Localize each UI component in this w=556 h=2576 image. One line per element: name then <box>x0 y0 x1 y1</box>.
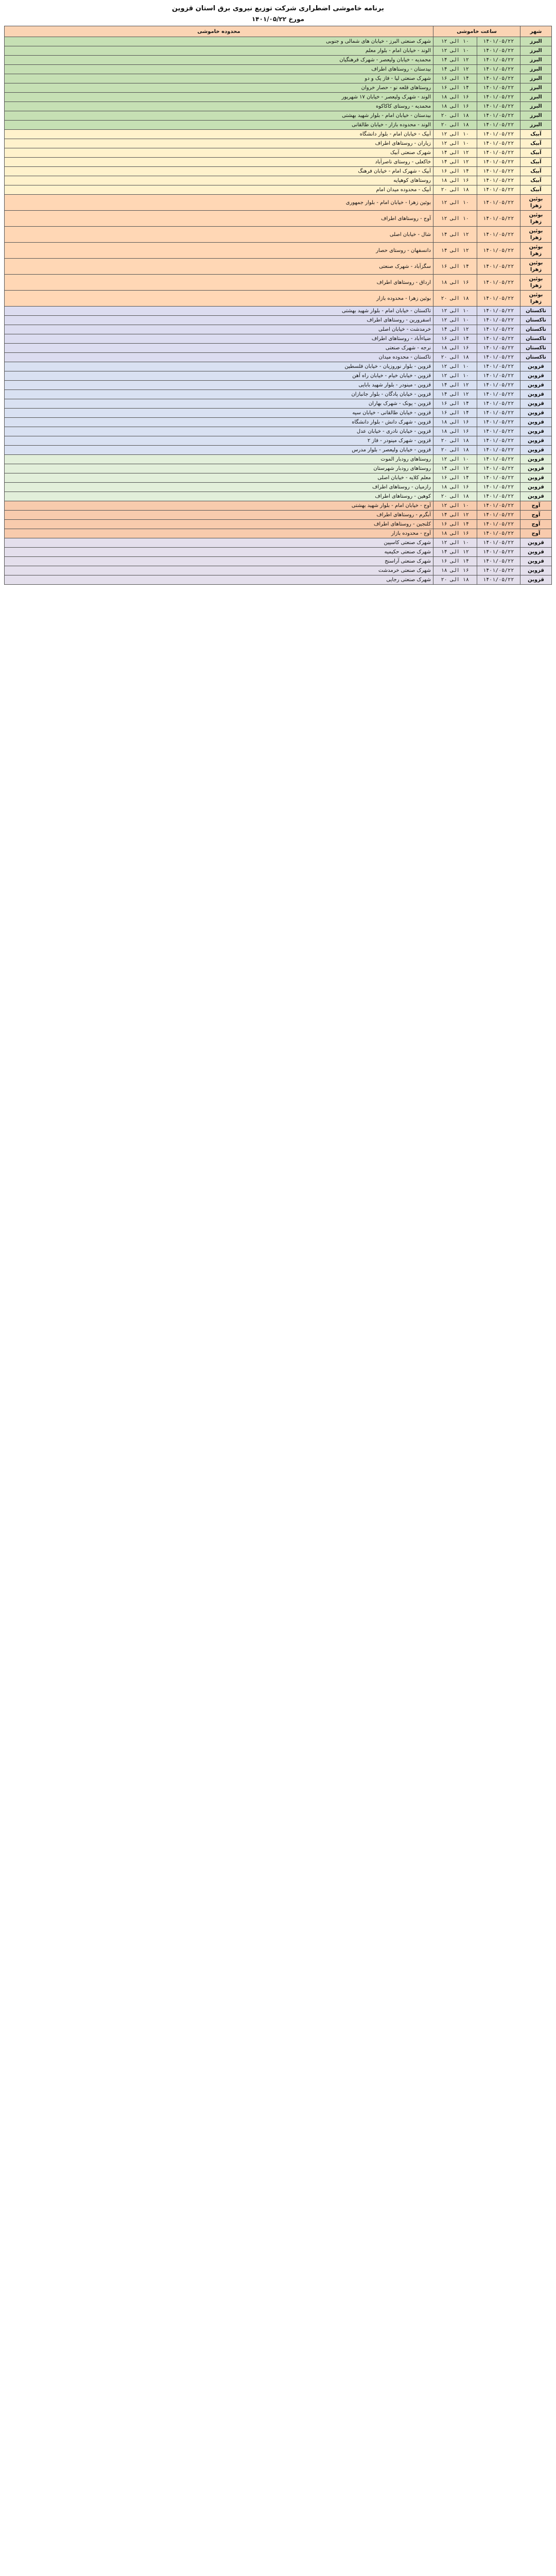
cell-time: ۱۸ الی ۲۰ <box>433 575 477 585</box>
cell-time: ۱۸ الی ۲۰ <box>433 492 477 501</box>
cell-area: روستاهای رودبار الموت <box>5 455 433 464</box>
cell-area: معلم کلایه - خیابان اصلی <box>5 473 433 483</box>
cell-time: ۱۰ الی ۱۲ <box>433 501 477 511</box>
cell-date: ۱۴۰۱/۰۵/۲۲ <box>477 446 520 455</box>
cell-date: ۱۴۰۱/۰۵/۲۲ <box>477 548 520 557</box>
cell-time: ۱۶ الی ۱۸ <box>433 176 477 185</box>
table-row <box>5 492 552 501</box>
cell-county: آبیک <box>520 167 552 176</box>
cell-time: ۱۴ الی ۱۶ <box>433 83 477 93</box>
cell-area: شهرک صنعتی آبیک <box>5 148 433 158</box>
cell-time: ۱۰ الی ۱۲ <box>433 316 477 325</box>
cell-time: ۱۸ الی ۲۰ <box>433 436 477 446</box>
cell-area: محمدیه - روستای کاکاکوه <box>5 102 433 111</box>
page-title: برنامه خاموشی اضطراری شرکت توزیع نیروی برق استان قزوین <box>172 5 384 12</box>
table-row <box>5 334 552 344</box>
cell-time: ۱۲ الی ۱۴ <box>433 381 477 390</box>
cell-county: قزوین <box>520 548 552 557</box>
cell-time: ۱۰ الی ۱۲ <box>433 37 477 46</box>
cell-time: ۱۸ الی ۲۰ <box>433 121 477 130</box>
cell-county: آبیک <box>520 185 552 195</box>
table-row <box>5 436 552 446</box>
table-row <box>5 74 552 83</box>
table-row <box>5 575 552 585</box>
cell-county: قزوین <box>520 455 552 464</box>
cell-date: ۱۴۰۱/۰۵/۲۲ <box>477 501 520 511</box>
cell-date: ۱۴۰۱/۰۵/۲۲ <box>477 409 520 418</box>
table-row <box>5 529 552 538</box>
cell-date: ۱۴۰۱/۰۵/۲۲ <box>477 167 520 176</box>
cell-time: ۱۶ الی ۱۸ <box>433 102 477 111</box>
cell-date: ۱۴۰۱/۰۵/۲۲ <box>477 316 520 325</box>
cell-date: ۱۴۰۱/۰۵/۲۲ <box>477 56 520 65</box>
cell-area: شهرک صنعتی لیا - فاز یک و دو <box>5 74 433 83</box>
table-row <box>5 56 552 65</box>
cell-date: ۱۴۰۱/۰۵/۲۲ <box>477 455 520 464</box>
cell-time: ۱۴ الی ۱۶ <box>433 399 477 409</box>
cell-date: ۱۴۰۱/۰۵/۲۲ <box>477 427 520 436</box>
cell-area: آبیک - شهرک امام - خیابان فرهنگ <box>5 167 433 176</box>
cell-time: ۱۲ الی ۱۴ <box>433 548 477 557</box>
cell-date: ۱۴۰۱/۰۵/۲۲ <box>477 211 520 227</box>
cell-time: ۱۲ الی ۱۴ <box>433 511 477 520</box>
cell-area: آبیک - خیابان امام - بلوار دانشگاه <box>5 130 433 139</box>
cell-date: ۱۴۰۱/۰۵/۲۲ <box>477 37 520 46</box>
table-row <box>5 399 552 409</box>
table-row <box>5 139 552 148</box>
cell-date: ۱۴۰۱/۰۵/۲۲ <box>477 418 520 427</box>
cell-county: البرز <box>520 65 552 74</box>
cell-area: قزوین - خیابان طالقانی - خیابان سپه <box>5 409 433 418</box>
cell-county: البرز <box>520 37 552 46</box>
cell-time: ۱۲ الی ۱۴ <box>433 148 477 158</box>
cell-county: آبیک <box>520 130 552 139</box>
outage-schedule-table <box>4 26 552 585</box>
cell-date: ۱۴۰۱/۰۵/۲۲ <box>477 436 520 446</box>
cell-county: آبیک <box>520 139 552 148</box>
cell-county: قزوین <box>520 492 552 501</box>
cell-date: ۱۴۰۱/۰۵/۲۲ <box>477 353 520 362</box>
cell-county: البرز <box>520 121 552 130</box>
cell-area: دانسفهان - روستای حصار <box>5 243 433 259</box>
cell-county: قزوین <box>520 409 552 418</box>
cell-date: ۱۴۰۱/۰۵/۲۲ <box>477 83 520 93</box>
table-row <box>5 446 552 455</box>
table-row <box>5 520 552 529</box>
table-row <box>5 538 552 548</box>
cell-area: کوهین - روستاهای اطراف <box>5 492 433 501</box>
cell-time: ۱۲ الی ۱۴ <box>433 243 477 259</box>
table-row <box>5 195 552 211</box>
cell-area: قزوین - شهرک دانش - بلوار دانشگاه <box>5 418 433 427</box>
table-row <box>5 291 552 307</box>
column-header-county: شهر <box>520 26 552 37</box>
cell-date: ۱۴۰۱/۰۵/۲۲ <box>477 529 520 538</box>
cell-time: ۱۶ الی ۱۸ <box>433 344 477 353</box>
cell-county: تاکستان <box>520 353 552 362</box>
table-row <box>5 344 552 353</box>
table-row <box>5 185 552 195</box>
cell-time: ۱۴ الی ۱۶ <box>433 473 477 483</box>
cell-county: قزوین <box>520 436 552 446</box>
cell-date: ۱۴۰۱/۰۵/۲۲ <box>477 93 520 102</box>
table-row <box>5 227 552 243</box>
cell-date: ۱۴۰۱/۰۵/۲۲ <box>477 483 520 492</box>
page <box>0 0 556 593</box>
cell-date: ۱۴۰۱/۰۵/۲۲ <box>477 185 520 195</box>
table-row <box>5 158 552 167</box>
table-row <box>5 353 552 362</box>
cell-date: ۱۴۰۱/۰۵/۲۲ <box>477 473 520 483</box>
cell-county: قزوین <box>520 381 552 390</box>
table-row <box>5 93 552 102</box>
cell-time: ۱۲ الی ۱۴ <box>433 158 477 167</box>
table-row <box>5 501 552 511</box>
table-header-row <box>5 26 552 37</box>
cell-date: ۱۴۰۱/۰۵/۲۲ <box>477 121 520 130</box>
cell-time: ۱۴ الی ۱۶ <box>433 74 477 83</box>
cell-county: بوئین زهرا <box>520 211 552 227</box>
cell-county: قزوین <box>520 473 552 483</box>
cell-area: قزوین - خیابان ولیعصر - بلوار مدرس <box>5 446 433 455</box>
cell-area: الوند - شهرک ولیعصر - خیابان ۱۷ شهریور <box>5 93 433 102</box>
cell-county: بوئین زهرا <box>520 259 552 275</box>
cell-time: ۱۸ الی ۲۰ <box>433 111 477 121</box>
cell-county: بوئین زهرا <box>520 227 552 243</box>
cell-date: ۱۴۰۱/۰۵/۲۲ <box>477 111 520 121</box>
page-subtitle: مورخ ۱۴۰۱/۰۵/۲۲ <box>251 15 305 23</box>
cell-county: آوج <box>520 529 552 538</box>
table-row <box>5 455 552 464</box>
cell-date: ۱۴۰۱/۰۵/۲۲ <box>477 390 520 399</box>
table-row <box>5 259 552 275</box>
cell-time: ۱۴ الی ۱۶ <box>433 520 477 529</box>
cell-time: ۱۴ الی ۱۶ <box>433 409 477 418</box>
cell-area: شهرک صنعتی حکیمیه <box>5 548 433 557</box>
table-row <box>5 557 552 566</box>
cell-time: ۱۸ الی ۲۰ <box>433 353 477 362</box>
table-row <box>5 83 552 93</box>
cell-date: ۱۴۰۱/۰۵/۲۲ <box>477 195 520 211</box>
cell-county: آوج <box>520 501 552 511</box>
cell-time: ۱۰ الی ۱۲ <box>433 307 477 316</box>
table-row <box>5 409 552 418</box>
cell-area: ضیاءآباد - روستاهای اطراف <box>5 334 433 344</box>
table-row <box>5 102 552 111</box>
cell-area: الوند - محدوده بازار - خیابان طالقانی <box>5 121 433 130</box>
cell-date: ۱۴۰۱/۰۵/۲۲ <box>477 464 520 473</box>
cell-area: نرجه - شهرک صنعتی <box>5 344 433 353</box>
cell-date: ۱۴۰۱/۰۵/۲۲ <box>477 511 520 520</box>
table-row <box>5 176 552 185</box>
cell-date: ۱۴۰۱/۰۵/۲۲ <box>477 291 520 307</box>
table-row <box>5 511 552 520</box>
cell-time: ۱۴ الی ۱۶ <box>433 167 477 176</box>
cell-county: البرز <box>520 56 552 65</box>
cell-date: ۱۴۰۱/۰۵/۲۲ <box>477 381 520 390</box>
cell-area: قزوین - بلوار نوروزیان - خیابان فلسطین <box>5 362 433 371</box>
cell-county: تاکستان <box>520 344 552 353</box>
cell-area: خاکعلی - روستای ناصرآباد <box>5 158 433 167</box>
cell-area: آبگرم - روستاهای اطراف <box>5 511 433 520</box>
cell-time: ۱۶ الی ۱۸ <box>433 427 477 436</box>
cell-area: کلنجین - روستاهای اطراف <box>5 520 433 529</box>
cell-county: قزوین <box>520 557 552 566</box>
table-row <box>5 548 552 557</box>
cell-area: آوج - روستاهای اطراف <box>5 211 433 227</box>
cell-area: شهرک صنعتی کاسپین <box>5 538 433 548</box>
cell-time: ۱۸ الی ۲۰ <box>433 291 477 307</box>
cell-time: ۱۲ الی ۱۴ <box>433 227 477 243</box>
cell-county: آبیک <box>520 158 552 167</box>
cell-county: البرز <box>520 74 552 83</box>
cell-area: بیدستان - روستاهای اطراف <box>5 65 433 74</box>
cell-time: ۱۲ الی ۱۴ <box>433 390 477 399</box>
cell-date: ۱۴۰۱/۰۵/۲۲ <box>477 520 520 529</box>
table-row <box>5 211 552 227</box>
cell-area: قزوین - خیابان پادگان - بلوار جانبازان <box>5 390 433 399</box>
cell-area: محمدیه - خیابان ولیعصر - شهرک فرهنگیان <box>5 56 433 65</box>
table-row <box>5 275 552 291</box>
table-row <box>5 566 552 575</box>
cell-date: ۱۴۰۱/۰۵/۲۲ <box>477 538 520 548</box>
cell-county: قزوین <box>520 464 552 473</box>
cell-time: ۱۴ الی ۱۶ <box>433 259 477 275</box>
cell-time: ۱۸ الی ۲۰ <box>433 185 477 195</box>
table-row <box>5 418 552 427</box>
cell-date: ۱۴۰۱/۰۵/۲۲ <box>477 102 520 111</box>
cell-time: ۱۲ الی ۱۴ <box>433 464 477 473</box>
cell-area: قزوین - پونک - شهرک بهاران <box>5 399 433 409</box>
cell-time: ۱۶ الی ۱۸ <box>433 566 477 575</box>
cell-time: ۱۰ الی ۱۲ <box>433 139 477 148</box>
cell-time: ۱۲ الی ۱۴ <box>433 325 477 334</box>
cell-date: ۱۴۰۱/۰۵/۲۲ <box>477 259 520 275</box>
cell-date: ۱۴۰۱/۰۵/۲۲ <box>477 176 520 185</box>
table-row <box>5 483 552 492</box>
cell-county: قزوین <box>520 362 552 371</box>
cell-county: بوئین زهرا <box>520 195 552 211</box>
cell-date: ۱۴۰۱/۰۵/۲۲ <box>477 371 520 381</box>
table-row <box>5 371 552 381</box>
cell-date: ۱۴۰۱/۰۵/۲۲ <box>477 566 520 575</box>
cell-county: آبیک <box>520 176 552 185</box>
table-row <box>5 111 552 121</box>
cell-time: ۱۶ الی ۱۸ <box>433 93 477 102</box>
cell-area: قزوین - خیابان نادری - خیابان عدل <box>5 427 433 436</box>
cell-area: آوج - خیابان امام - بلوار شهید بهشتی <box>5 501 433 511</box>
cell-time: ۱۶ الی ۱۸ <box>433 483 477 492</box>
cell-county: بوئین زهرا <box>520 291 552 307</box>
table-row <box>5 427 552 436</box>
cell-area: روستاهای کوهپایه <box>5 176 433 185</box>
cell-area: قزوین - مینودر - بلوار شهید بابایی <box>5 381 433 390</box>
cell-time: ۱۶ الی ۱۸ <box>433 275 477 291</box>
cell-county: البرز <box>520 46 552 56</box>
cell-area: روستاهای قلعه نو - حصار خروان <box>5 83 433 93</box>
cell-county: البرز <box>520 93 552 102</box>
table-row <box>5 121 552 130</box>
cell-date: ۱۴۰۱/۰۵/۲۲ <box>477 557 520 566</box>
cell-county: تاکستان <box>520 307 552 316</box>
table-row <box>5 362 552 371</box>
cell-date: ۱۴۰۱/۰۵/۲۲ <box>477 139 520 148</box>
cell-area: اسفرورین - روستاهای اطراف <box>5 316 433 325</box>
cell-county: قزوین <box>520 483 552 492</box>
cell-county: آوج <box>520 511 552 520</box>
cell-area: آوج - محدوده بازار <box>5 529 433 538</box>
cell-time: ۱۰ الی ۱۲ <box>433 195 477 211</box>
cell-area: الوند - خیابان امام - بلوار معلم <box>5 46 433 56</box>
cell-date: ۱۴۰۱/۰۵/۲۲ <box>477 46 520 56</box>
cell-county: قزوین <box>520 390 552 399</box>
cell-area: قزوین - شهرک مینودر - فاز ۲ <box>5 436 433 446</box>
cell-date: ۱۴۰۱/۰۵/۲۲ <box>477 344 520 353</box>
cell-area: قزوین - خیابان خیام - خیابان راه آهن <box>5 371 433 381</box>
cell-area: شال - خیابان اصلی <box>5 227 433 243</box>
cell-area: خرمدشت - خیابان اصلی <box>5 325 433 334</box>
cell-date: ۱۴۰۱/۰۵/۲۲ <box>477 399 520 409</box>
cell-county: قزوین <box>520 418 552 427</box>
cell-date: ۱۴۰۱/۰۵/۲۲ <box>477 575 520 585</box>
cell-date: ۱۴۰۱/۰۵/۲۲ <box>477 130 520 139</box>
cell-time: ۱۰ الی ۱۲ <box>433 371 477 381</box>
cell-area: ارداق - روستاهای اطراف <box>5 275 433 291</box>
cell-county: قزوین <box>520 427 552 436</box>
cell-time: ۱۰ الی ۱۲ <box>433 362 477 371</box>
cell-county: البرز <box>520 102 552 111</box>
cell-time: ۱۸ الی ۲۰ <box>433 446 477 455</box>
table-row <box>5 307 552 316</box>
cell-time: ۱۰ الی ۱۲ <box>433 211 477 227</box>
table-row <box>5 464 552 473</box>
table-body <box>5 37 552 585</box>
cell-area: زیاران - روستاهای اطراف <box>5 139 433 148</box>
cell-date: ۱۴۰۱/۰۵/۲۲ <box>477 227 520 243</box>
cell-time: ۱۰ الی ۱۲ <box>433 455 477 464</box>
cell-area: بوئین زهرا - محدوده بازار <box>5 291 433 307</box>
cell-county: بوئین زهرا <box>520 275 552 291</box>
cell-time: ۱۶ الی ۱۸ <box>433 529 477 538</box>
table-row <box>5 46 552 56</box>
cell-county: تاکستان <box>520 334 552 344</box>
cell-time: ۱۲ الی ۱۴ <box>433 65 477 74</box>
table-row <box>5 316 552 325</box>
table-row <box>5 325 552 334</box>
table-row <box>5 390 552 399</box>
cell-area: شهرک صنعتی رجایی <box>5 575 433 585</box>
table-row <box>5 473 552 483</box>
cell-time: ۱۲ الی ۱۴ <box>433 56 477 65</box>
cell-area: شهرک صنعتی خرمدشت <box>5 566 433 575</box>
cell-date: ۱۴۰۱/۰۵/۲۲ <box>477 74 520 83</box>
cell-county: البرز <box>520 111 552 121</box>
cell-area: تاکستان - خیابان امام - بلوار شهید بهشتی <box>5 307 433 316</box>
cell-time: ۱۶ الی ۱۸ <box>433 418 477 427</box>
cell-area: شهرک صنعتی البرز - خیابان های شمالی و جنوبی <box>5 37 433 46</box>
cell-area: سگزآباد - شهرک صنعتی <box>5 259 433 275</box>
cell-date: ۱۴۰۱/۰۵/۲۲ <box>477 148 520 158</box>
cell-area: شهرک صنعتی آراسنج <box>5 557 433 566</box>
cell-date: ۱۴۰۱/۰۵/۲۲ <box>477 492 520 501</box>
table-row <box>5 243 552 259</box>
cell-county: تاکستان <box>520 316 552 325</box>
cell-county: بوئین زهرا <box>520 243 552 259</box>
cell-county: قزوین <box>520 446 552 455</box>
column-header-time: ساعت خاموشی <box>433 26 520 37</box>
cell-area: بیدستان - خیابان امام - بلوار شهید بهشتی <box>5 111 433 121</box>
cell-date: ۱۴۰۱/۰۵/۲۲ <box>477 243 520 259</box>
table-row <box>5 65 552 74</box>
cell-county: قزوین <box>520 371 552 381</box>
table-row <box>5 381 552 390</box>
cell-time: ۱۴ الی ۱۶ <box>433 557 477 566</box>
cell-county: البرز <box>520 83 552 93</box>
cell-area: آبیک - محدوده میدان امام <box>5 185 433 195</box>
cell-date: ۱۴۰۱/۰۵/۲۲ <box>477 275 520 291</box>
table-row <box>5 130 552 139</box>
cell-county: آبیک <box>520 148 552 158</box>
cell-county: قزوین <box>520 538 552 548</box>
cell-date: ۱۴۰۱/۰۵/۲۲ <box>477 307 520 316</box>
cell-time: ۱۰ الی ۱۲ <box>433 130 477 139</box>
cell-area: بوئین زهرا - خیابان امام - بلوار جمهوری <box>5 195 433 211</box>
cell-time: ۱۰ الی ۱۲ <box>433 46 477 56</box>
table-row <box>5 167 552 176</box>
cell-date: ۱۴۰۱/۰۵/۲۲ <box>477 362 520 371</box>
cell-area: رازمیان - روستاهای اطراف <box>5 483 433 492</box>
cell-area: تاکستان - محدوده میدان <box>5 353 433 362</box>
cell-date: ۱۴۰۱/۰۵/۲۲ <box>477 325 520 334</box>
cell-date: ۱۴۰۱/۰۵/۲۲ <box>477 158 520 167</box>
cell-county: قزوین <box>520 399 552 409</box>
cell-date: ۱۴۰۱/۰۵/۲۲ <box>477 334 520 344</box>
column-header-area: محدوده خاموشی <box>5 26 433 37</box>
table-row <box>5 37 552 46</box>
cell-county: قزوین <box>520 566 552 575</box>
cell-area: روستاهای رودبار شهرستان <box>5 464 433 473</box>
table-row <box>5 148 552 158</box>
cell-time: ۱۴ الی ۱۶ <box>433 334 477 344</box>
cell-date: ۱۴۰۱/۰۵/۲۲ <box>477 65 520 74</box>
cell-county: قزوین <box>520 575 552 585</box>
cell-county: آوج <box>520 520 552 529</box>
cell-county: تاکستان <box>520 325 552 334</box>
cell-time: ۱۰ الی ۱۲ <box>433 538 477 548</box>
